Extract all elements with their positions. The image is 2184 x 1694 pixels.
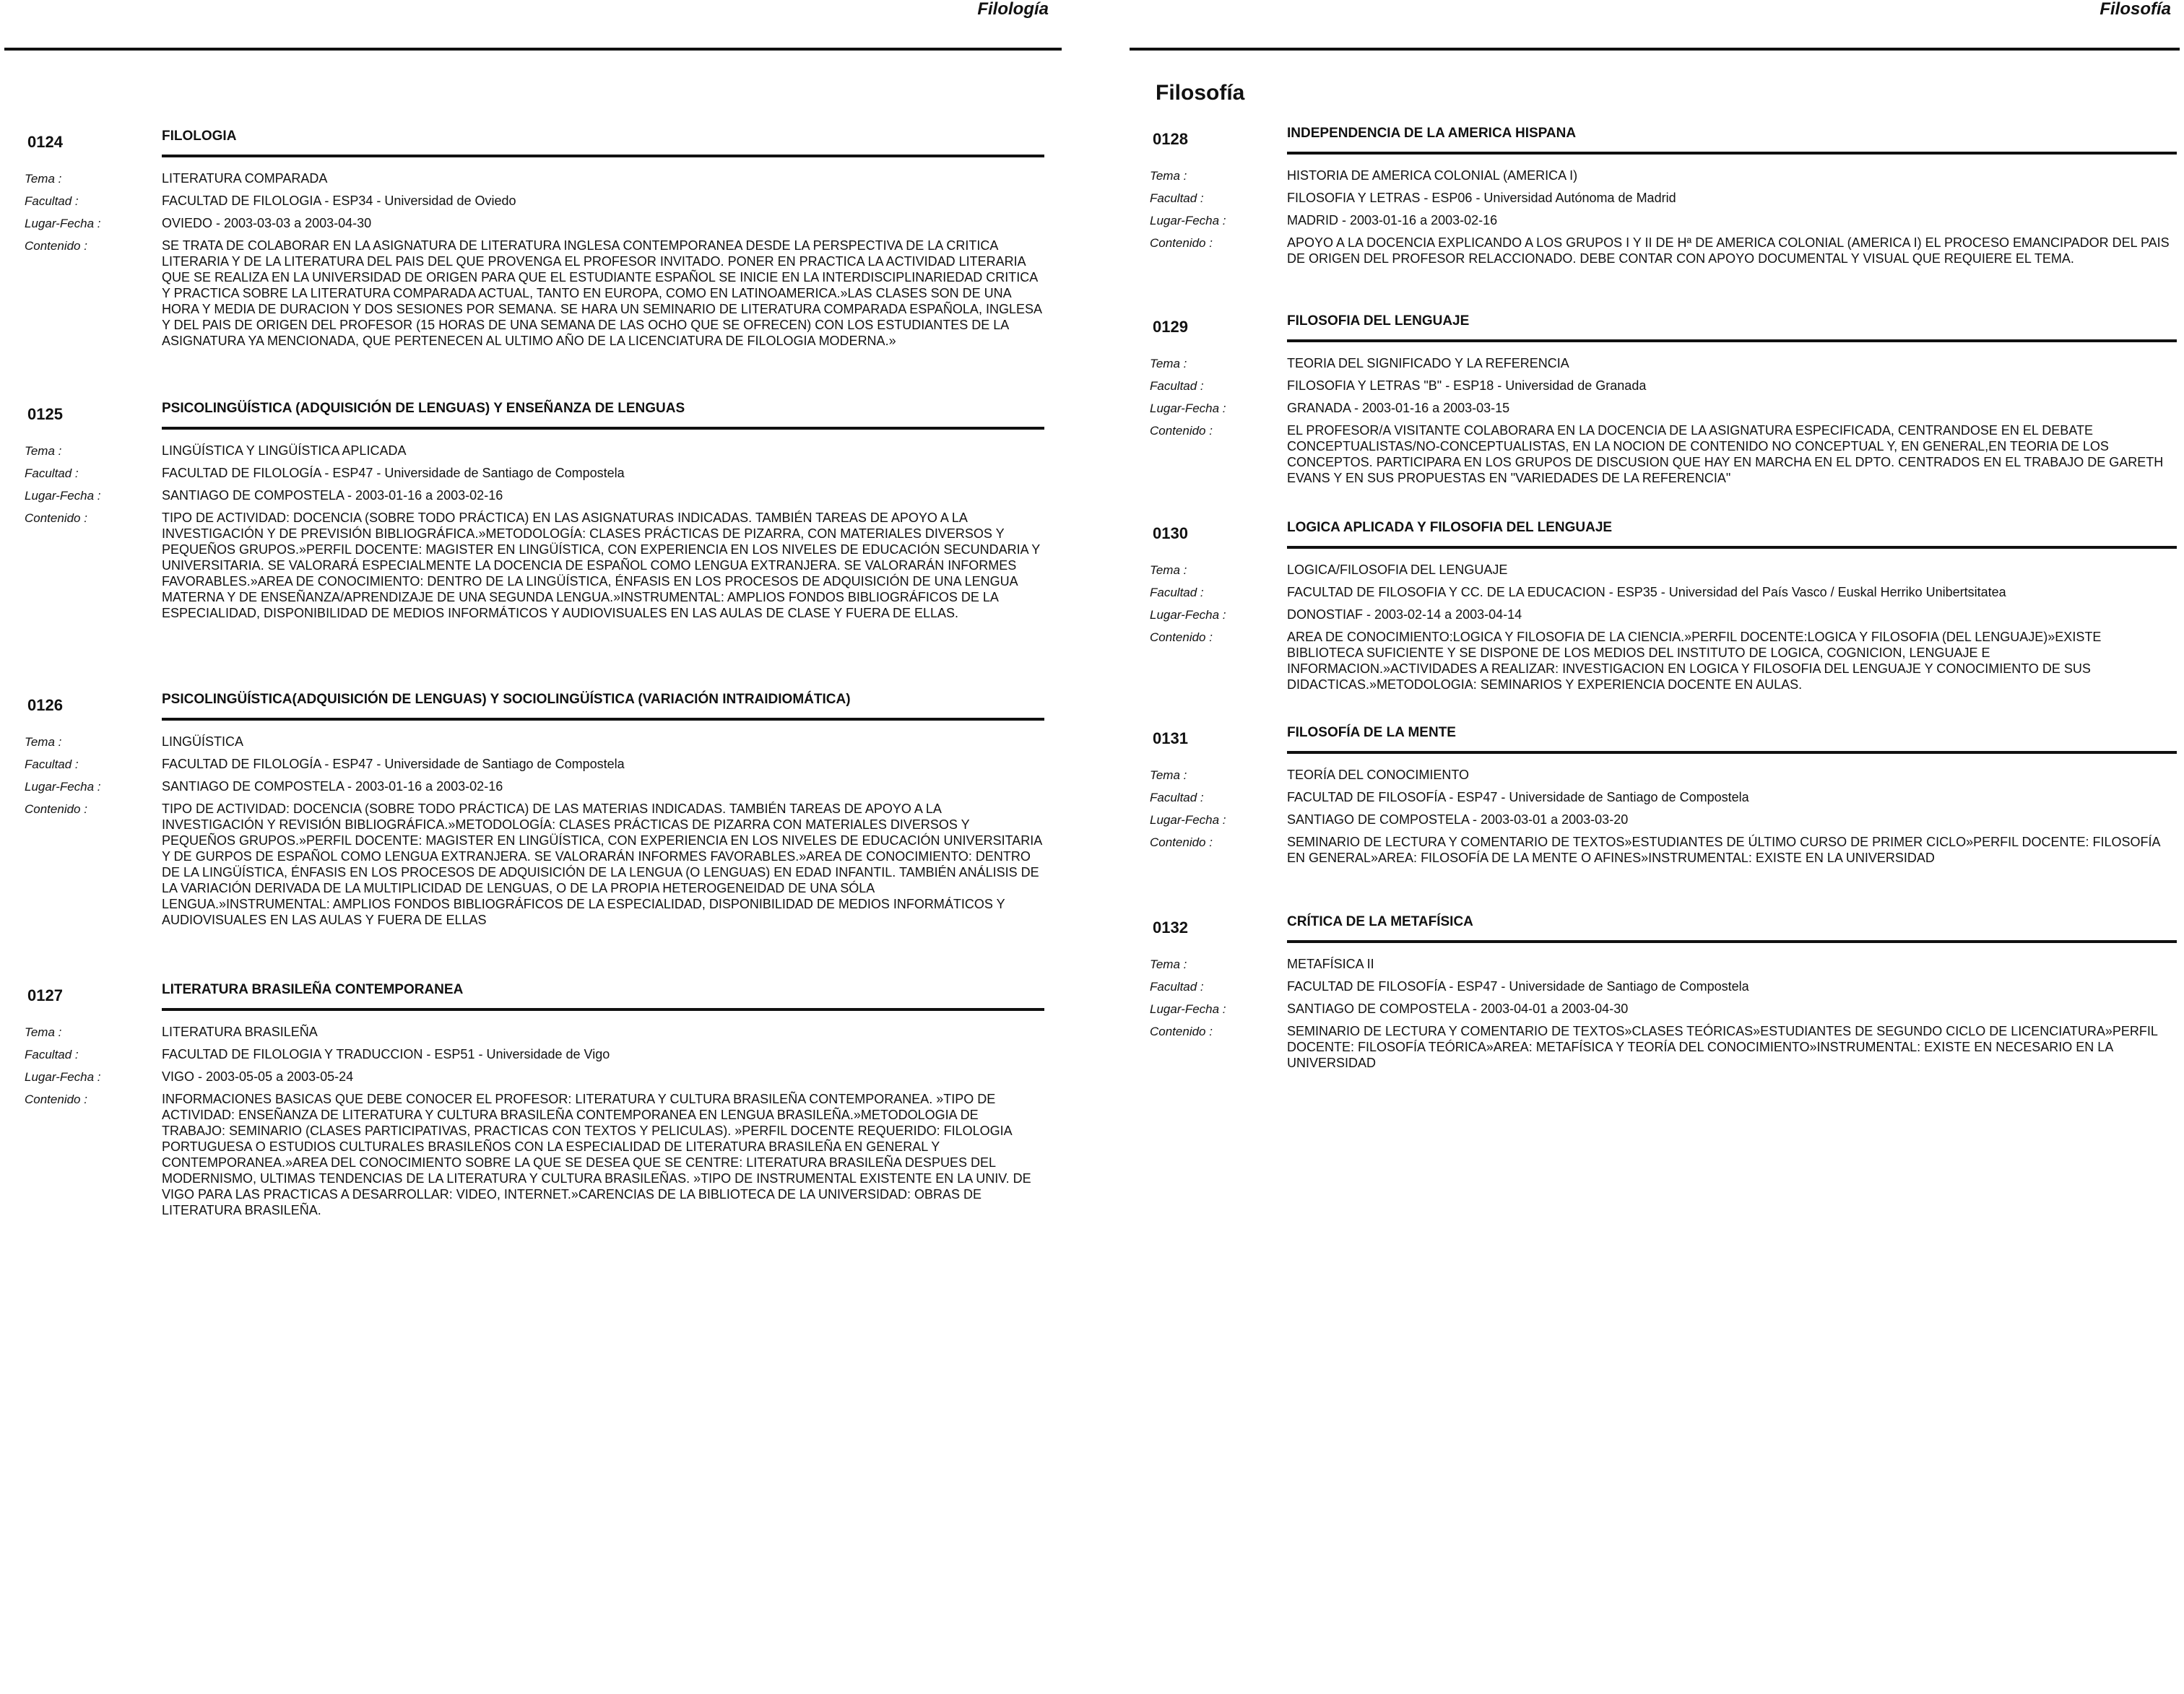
right-page (1127, 0, 2184, 1694)
entry-number: 0128 (1153, 130, 1188, 148)
entry-title: CRÍTICA DE LA METAFÍSICA (1287, 914, 1473, 929)
lugar-fecha-row (25, 487, 1044, 504)
entry-rule (162, 155, 1044, 157)
contenido-label: Contenido : (1150, 424, 1213, 438)
lugar-fecha-value: SANTIAGO DE COMPOSTELA - 2003-01-16 a 2003-02-16 (162, 488, 503, 503)
tema-value: TEORIA DEL SIGNIFICADO Y LA REFERENCIA (1287, 356, 1569, 370)
contenido-label: Contenido : (25, 1093, 87, 1106)
entry-rule (1287, 546, 2177, 549)
lugar-fecha-value: MADRID - 2003-01-16 a 2003-02-16 (1287, 213, 1498, 227)
tema-value: METAFÍSICA II (1287, 957, 1374, 971)
facultad-label: Facultad : (25, 1048, 79, 1061)
facultad-row (25, 193, 1044, 209)
entry-title: FILOSOFIA DEL LENGUAJE (1287, 313, 1470, 329)
entry-number: 0130 (1153, 524, 1188, 542)
lugar-fecha-label: Lugar-Fecha : (1150, 813, 1226, 827)
contenido-label: Contenido : (25, 511, 87, 525)
tema-row (1150, 562, 2174, 578)
contenido-label: Contenido : (1150, 1025, 1213, 1038)
entry-title: LOGICA APLICADA Y FILOSOFIA DEL LENGUAJE (1287, 520, 1613, 535)
facultad-label: Facultad : (1150, 791, 1204, 804)
entry-rule (162, 427, 1044, 430)
tema-label: Tema : (1150, 768, 1187, 782)
facultad-row (25, 756, 1044, 773)
running-head: Filosofía (2100, 0, 2171, 19)
tema-row (25, 1024, 1044, 1041)
contenido-row (25, 801, 1044, 928)
facultad-value: FACULTAD DE FILOLOGIA - ESP34 - Universidad de Oviedo (162, 194, 516, 208)
lugar-fecha-row (1150, 400, 2174, 417)
lugar-fecha-label: Lugar-Fecha : (1150, 1002, 1226, 1016)
tema-value: LITERATURA COMPARADA (162, 171, 328, 186)
lugar-fecha-value: GRANADA - 2003-01-16 a 2003-03-15 (1287, 401, 1510, 415)
entry-title: FILOSOFÍA DE LA MENTE (1287, 725, 1456, 740)
tema-row (1150, 956, 2174, 973)
header-rule (4, 48, 1062, 51)
facultad-label: Facultad : (1150, 586, 1204, 599)
facultad-value: FACULTAD DE FILOSOFÍA - ESP47 - Universidade de Santiago de Compostela (1287, 790, 1749, 804)
contenido-value: SEMINARIO DE LECTURA Y COMENTARIO DE TEXTOS»ESTUDIANTES DE ÚLTIMO CURSO DE PRIMER CICLO»PERFIL DOCENTE: FILOSOFÍA EN GENERAL»AREA: FILOSOFÍA DE LA MENTE O AFINES»INSTRUMENTAL: EXISTE EN LA UNIVERSIDAD (1287, 835, 2160, 865)
entry-title: PSICOLINGÜÍSTICA (ADQUISICIÓN DE LENGUAS) Y ENSEÑANZA DE LENGUAS (162, 401, 685, 416)
entry-rule (162, 718, 1044, 721)
facultad-row (25, 1046, 1044, 1063)
tema-label: Tema : (1150, 357, 1187, 370)
entry-title: LITERATURA BRASILEÑA CONTEMPORANEA (162, 982, 464, 997)
lugar-fecha-label: Lugar-Fecha : (25, 780, 101, 794)
lugar-fecha-value: OVIEDO - 2003-03-03 a 2003-04-30 (162, 216, 372, 230)
contenido-label: Contenido : (25, 802, 87, 816)
entry-rule (1287, 751, 2177, 754)
contenido-row (1150, 235, 2174, 266)
facultad-label: Facultad : (1150, 191, 1204, 205)
section-title: Filosofía (1156, 81, 1245, 105)
lugar-fecha-row (25, 778, 1044, 795)
contenido-value: INFORMACIONES BASICAS QUE DEBE CONOCER EL PROFESOR: LITERATURA Y CULTURA BRASILEÑA CONTEMPORANEA. »TIPO DE ACTIVIDAD: ENSEÑANZA DE LITERATURA Y CULTURA BRASILEÑA CONTEMPORANEA EN LENGUA BRASILEÑA.»METODOLOGIA DE TRABAJO: SEMINARIO (CLASES PARTICIPATIVAS, PRACTICAS CON TEXTOS Y PELICULAS). »PERFIL DOCENTE REQUERIDO: FILOLOGIA PORTUGUESA O ESTUDIOS CULTURALES BRASILEÑOS CON LA ESPECIALIDAD DE LITERATURA BRASILEÑA EN GENERAL Y CONTEMPORANEA.»AREA DEL CONOCIMIENTO SOBRE LA QUE SE DESEA QUE SE CENTRE: LITERATURA BRASILEÑA DESPUES DEL MODERNISMO, ULTIMAS TENDENCIAS DE LA LITERATURA Y CULTURA BRASILEÑAS. »TIPO DE INSTRUMENTAL EXISTENTE EN LA UNIV. DE VIGO PARA LAS PRACTICAS A DESARROLLAR: VIDEO, INTERNET.»CARENCIAS DE LA BIBLIOTECA DE LA UNIVERSIDAD: OBRAS DE LITERATURA BRASILEÑA. (162, 1092, 1031, 1217)
tema-row (1150, 767, 2174, 783)
lugar-fecha-value: SANTIAGO DE COMPOSTELA - 2003-04-01 a 2003-04-30 (1287, 1002, 1629, 1016)
contenido-value: APOYO A LA DOCENCIA EXPLICANDO A LOS GRUPOS I Y II DE Hª DE AMERICA COLONIAL (AMERICA I) EL PROCESO EMANCIPADOR DEL PAIS DE ORIGEN DEL PROFESOR RELACCIONADO. DEBE CONTAR CON APOYO DOCUMENTAL Y VISUAL QUE REQUIERE EL TEMA. (1287, 235, 2170, 266)
contenido-row (1150, 422, 2174, 486)
entry-title: FILOLOGIA (162, 129, 237, 144)
contenido-value: SEMINARIO DE LECTURA Y COMENTARIO DE TEXTOS»CLASES TEÓRICAS»ESTUDIANTES DE SEGUNDO CICLO DE LICENCIATURA»PERFIL DOCENTE: FILOSOFÍA TEÓRICA»AREA: METAFÍSICA Y TEORÍA DEL CONOCIMIENTO»INSTRUMENTAL: EXISTE EN NECESARIO EN LA UNIVERSIDAD (1287, 1024, 2158, 1070)
lugar-fecha-value: DONOSTIAF - 2003-02-14 a 2003-04-14 (1287, 607, 1522, 622)
facultad-label: Facultad : (25, 194, 79, 208)
lugar-fecha-label: Lugar-Fecha : (25, 1070, 101, 1084)
header-rule (1130, 48, 2180, 51)
lugar-fecha-value: VIGO - 2003-05-05 a 2003-05-24 (162, 1069, 354, 1084)
tema-label: Tema : (25, 735, 62, 749)
facultad-value: FILOSOFIA Y LETRAS "B" - ESP18 - Universidad de Granada (1287, 378, 1647, 393)
entry-number: 0129 (1153, 318, 1188, 336)
contenido-label: Contenido : (1150, 630, 1213, 644)
facultad-row (1150, 378, 2174, 394)
facultad-row (1150, 584, 2174, 601)
facultad-value: FACULTAD DE FILOSOFIA Y CC. DE LA EDUCACION - ESP35 - Universidad del País Vasco / Euskal Herriko Unibertsitatea (1287, 585, 2006, 599)
lugar-fecha-row (25, 1069, 1044, 1085)
facultad-row (1150, 978, 2174, 995)
entry-title: INDEPENDENCIA DE LA AMERICA HISPANA (1287, 126, 1577, 141)
lugar-fecha-label: Lugar-Fecha : (1150, 401, 1226, 415)
entry-title: PSICOLINGÜÍSTICA(ADQUISICIÓN DE LENGUAS) Y SOCIOLINGÜÍSTICA (VARIACIÓN INTRAIDIOMÁTICA) (162, 692, 851, 707)
entry-rule (1287, 152, 2177, 155)
facultad-value: FACULTAD DE FILOLOGIA Y TRADUCCION - ESP51 - Universidade de Vigo (162, 1047, 610, 1061)
facultad-row (25, 465, 1044, 482)
entry-number: 0132 (1153, 918, 1188, 937)
entry-number: 0124 (27, 133, 63, 151)
running-head: Filología (977, 0, 1049, 19)
contenido-row (1150, 1023, 2174, 1071)
tema-value: TEORÍA DEL CONOCIMIENTO (1287, 768, 1470, 782)
entry-rule (1287, 339, 2177, 342)
contenido-value: SE TRATA DE COLABORAR EN LA ASIGNATURA DE LITERATURA INGLESA CONTEMPORANEA DESDE LA PERSPECTIVA DE LA CRITICA LITERARIA Y DE LA LITERATURA DEL PAIS DEL QUE PROVENGA EL PROFESOR INVITADO. PONER EN PRACTICA LA ACTIVIDAD LITERARIA QUE SE REALIZA EN LA UNIVERSIDAD DE ORIGEN PARA QUE EL ESTUDIANTE ESPAÑOL SE INICIE EN LA INTERDISCIPLINARIEDAD CRITICA Y PRACTICA SOBRE LA LITERATURA COMPARADA ACTUAL, TANTO EN EUROPA, COMO EN LATINOAMERICA.»LAS CLASES SON DE UNA HORA Y MEDIA DE DURACION Y DOS SESIONES POR SEMANA. SE HARA UN SEMINARIO DE LITERATURA COMPARADA ESPAÑOLA, INGLESA Y DEL PAIS DE ORIGEN DEL PROFESOR (15 HORAS DE UNA SEMANA DE LAS OCHO QUE SE OFRECEN) CON LOS ESTUDIANTES DE LA ASIGNATURA YA MENCIONADA, QUE PERTENECEN AL ULTIMO AÑO DE LA LICENCIATURA DE FILOLOGIA MODERNA.» (162, 238, 1041, 348)
entry-rule (162, 1008, 1044, 1011)
facultad-label: Facultad : (1150, 379, 1204, 393)
entry-number: 0126 (27, 696, 63, 714)
lugar-fecha-row (1150, 1001, 2174, 1017)
facultad-label: Facultad : (1150, 980, 1204, 994)
lugar-fecha-row (1150, 812, 2174, 828)
contenido-row (1150, 629, 2174, 692)
facultad-label: Facultad : (25, 466, 79, 480)
entry-rule (1287, 940, 2177, 943)
contenido-label: Contenido : (1150, 835, 1213, 849)
facultad-value: FACULTAD DE FILOLOGÍA - ESP47 - Universidade de Santiago de Compostela (162, 757, 625, 771)
lugar-fecha-label: Lugar-Fecha : (1150, 214, 1226, 227)
tema-row (1150, 168, 2174, 184)
contenido-value: TIPO DE ACTIVIDAD: DOCENCIA (SOBRE TODO PRÁCTICA) EN LAS ASIGNATURAS INDICADAS. TAMBIÉN TAREAS DE APOYO A LA INVESTIGACIÓN Y DE PREVISIÓN BIBLIOGRÁFICA.»METODOLOGÍA: CLASES PRÁCTICAS DE PIZARRA, CON MATERIALES DIVERSOS Y PEQUEÑOS GRUPOS.»PERFIL DOCENTE: MAGISTER EN LINGÜÍSTICA, CON EXPERIENCIA EN LOS NIVELES DE EDUCACIÓN SECUNDARIA Y UNIVERSITARIA. SE VALORARÁ ESPECIALMENTE LA DOCENCIA DE ESPAÑOL COMO LENGUA EXTRANJERA. SE VALORARÁN INFORMES FAVORABLES.»AREA DE CONOCIMIENTO: DENTRO DE LA LINGÜÍSTICA, ÉNFASIS EN LOS PROCESOS DE ADQUISICIÓN DE UNA LENGUA MATERNA Y DE ENSEÑANZA/APRENDIZAJE DE UNA SEGUNDA LENGUA.»INSTRUMENTAL: AMPLIOS FONDOS BIBLIOGRÁFICOS DE LA ESPECIALIDAD, DISPONIBILIDAD DE MEDIOS INFORMÁTICOS Y AUDIOVISUALES EN LAS AULAS DE CLASE Y FUERA DE ELLAS. (162, 511, 1040, 620)
tema-row (25, 443, 1044, 459)
entry-number: 0127 (27, 986, 63, 1004)
contenido-row (1150, 834, 2174, 866)
facultad-label: Facultad : (25, 757, 79, 771)
lugar-fecha-label: Lugar-Fecha : (25, 489, 101, 503)
tema-label: Tema : (25, 172, 62, 186)
tema-value: LINGÜÍSTICA Y LINGÜÍSTICA APLICADA (162, 443, 407, 458)
tema-label: Tema : (1150, 563, 1187, 577)
entry-number: 0131 (1153, 729, 1188, 747)
contenido-value: TIPO DE ACTIVIDAD: DOCENCIA (SOBRE TODO PRÁCTICA) DE LAS MATERIAS INDICADAS. TAMBIÉN TAREAS DE APOYO A LA INVESTIGACIÓN Y REVISIÓN BIBLIOGRÁFICA.»METODOLOGÍA: CLASES PRÁCTICAS DE PIZARRA CON MATERIALES DIVERSOS Y PEQUEÑOS GRUPOS.»PERFIL DOCENTE: MAGISTER EN LINGÜÍSTICA, CON EXPERIENCIA EN LOS NIVELES DE EDUCACIÓN UNIVERSITARIA Y DE GURPOS DE ESPAÑOL COMO LENGUA EXTRANJERA. SE VALORARÁN INFORMES FAVORABLES.»AREA DE CONOCIMIENTO: DENTRO DE LA LINGÜÍSTICA, ÉNFASIS EN LOS PROCESOS DE ADQUISICIÓN DE LA LENGUA (O LENGUAS) EN EDAD INFANTIL. TAMBIÉN ANÁLISIS DE LA VARIACIÓN DERIVADA DE LA MULTIPLICIDAD DE LENGUAS, O DE LA PROPIA HETEROGENEIDAD DE UNA SÓLA LENGUA.»INSTRUMENTAL: AMPLIOS FONDOS BIBLIOGRÁFICOS DE LA ESPECIALIDAD, DISPONIBILIDAD DE MEDIOS INFORMÁTICOS Y AUDIOVISUALES EN LAS AULAS Y FUERA DE ELLAS (162, 802, 1042, 927)
lugar-fecha-value: SANTIAGO DE COMPOSTELA - 2003-01-16 a 2003-02-16 (162, 779, 503, 794)
facultad-value: FACULTAD DE FILOSOFÍA - ESP47 - Universidade de Santiago de Compostela (1287, 979, 1749, 994)
lugar-fecha-row (1150, 212, 2174, 229)
facultad-value: FILOSOFIA Y LETRAS - ESP06 - Universidad Autónoma de Madrid (1287, 191, 1676, 205)
lugar-fecha-label: Lugar-Fecha : (1150, 608, 1226, 622)
tema-value: LOGICA/FILOSOFIA DEL LENGUAJE (1287, 563, 1508, 577)
contenido-value: EL PROFESOR/A VISITANTE COLABORARA EN LA DOCENCIA DE LA ASIGNATURA ESPECIFICADA, CENTRANDOSE EN EL DEBATE CONCEPTUALISTAS/NO-CONCEPTUALISTAS, EN LA NOCION DE CONTENIDO NO CONCEPTUAL Y, EN GENERAL,EN TEORIA DE LOS CONCEPTOS. PARTICIPARA EN LOS GRUPOS DE DISCUSION QUE HAY EN MARCHA EN EL DPTO. CENTRADOS EN EL TRABAJO DE GARETH EVANS Y EN SUS PROPUESTAS EN "VARIEDADES DE LA REFERENCIA" (1287, 423, 2164, 485)
lugar-fecha-row (25, 215, 1044, 232)
facultad-row (1150, 789, 2174, 806)
tema-row (25, 170, 1044, 187)
lugar-fecha-label: Lugar-Fecha : (25, 217, 101, 230)
contenido-label: Contenido : (1150, 236, 1213, 250)
entry-number: 0125 (27, 405, 63, 423)
tema-row (25, 734, 1044, 750)
lugar-fecha-value: SANTIAGO DE COMPOSTELA - 2003-03-01 a 2003-03-20 (1287, 812, 1629, 827)
left-page (0, 0, 1062, 1694)
contenido-label: Contenido : (25, 239, 87, 253)
facultad-value: FACULTAD DE FILOLOGÍA - ESP47 - Universidade de Santiago de Compostela (162, 466, 625, 480)
facultad-row (1150, 190, 2174, 207)
tema-value: HISTORIA DE AMERICA COLONIAL (AMERICA I) (1287, 168, 1578, 183)
tema-label: Tema : (1150, 169, 1187, 183)
tema-label: Tema : (25, 444, 62, 458)
contenido-row (25, 238, 1044, 349)
contenido-value: AREA DE CONOCIMIENTO:LOGICA Y FILOSOFIA DE LA CIENCIA.»PERFIL DOCENTE:LOGICA Y FILOSOFIA (DEL LENGUAJE)»EXISTE BIBLIOTECA SUFICIENTE Y SE DISPONE DE LOS MEDIOS DEL INSTITUTO DE LOGICA, COGNICION, LENGUAJE E INFORMACION.»ACTIVIDADES A REALIZAR: INVESTIGACION EN LOGICA Y FILOSOFIA DEL LENGUAJE Y CONOCIMIENTO DE SUS DIDACTICAS.»METODOLOGIA: SEMINARIOS Y EXPERIENCIA DOCENTE EN AULAS. (1287, 630, 2102, 692)
tema-value: LINGÜÍSTICA (162, 734, 244, 749)
lugar-fecha-row (1150, 607, 2174, 623)
tema-row (1150, 355, 2174, 372)
tema-label: Tema : (1150, 957, 1187, 971)
tema-value: LITERATURA BRASILEÑA (162, 1025, 318, 1039)
contenido-row (25, 510, 1044, 621)
tema-label: Tema : (25, 1025, 62, 1039)
contenido-row (25, 1091, 1044, 1218)
